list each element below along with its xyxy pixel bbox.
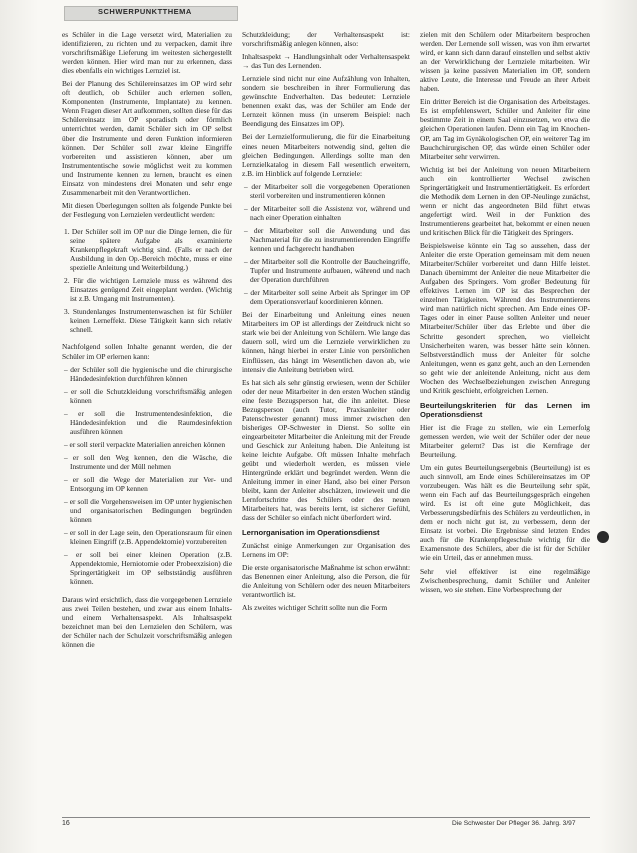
paragraph: Lernziele sind nicht nur eine Aufzählung von Inhalten, sondern sie beschreiben in ihrer Formulierung das gewünschte Endverhalten. Das bedeutet: Lernziele benennen exakt das, was der Schüler am Ende der Lernzeit können muss (in unserem Beispiel: nach Beendigung des Einsatzes im OP). [242, 74, 410, 129]
paragraph: Zunächst einige Anmerkungen zur Organisation des Lernens im OP: [242, 540, 410, 559]
section-header-label: SCHWERPUNKTTHEMA [98, 7, 192, 16]
bullet-item: – er soll die Vorgehensweisen im OP unter hygienischen und organisatorischen Bedingungen begründen können [64, 497, 232, 525]
bullet-item: – er soll in der Lage sein, den Operationsraum für einen kleinen Eingriff (z.B. Appendektomie) vorzubereiten [64, 528, 232, 547]
paragraph: Beispielsweise könnte ein Tag so aussehen, dass der Anleiter die erste Operation gemeinsam mit dem neuen Mitarbeiter/Schüler vorbereitet und dann Hilfe leistet. Danach übernimmt der Anleiter die neue Mitarbeiter die Aufgaben des Springers. Vom großer Bedeutung für effektives Lernen im OP ist das Besprechen der einzelnen Tätigkeiten. Während des Instrumentierens wird man natürlich nicht sprechen. Am Ende eines OP-Tages oder in einer Pause sollten Anleiter und neuer Mitarbeiter/Schüler über das Erlebte und über die Schritte gesondert sprechen, wo vielleicht Unsicherheiten waren, was besser hätte sein können. Selbstverständlich muss der Anleiter für solche Anleitungen, wenn es ganz geht, auch an den Lernenden so geht wie der anleitende Anleitung, nicht aus dem Wochen des Wechselbeziehungen zwischen Anregung und Kritik geschieht, erfolgreichen Lernen. [420, 241, 590, 395]
text-column-2 [242, 30, 410, 815]
paragraph: Als zweites wichtiger Schritt sollte nun die Form [242, 603, 388, 613]
paragraph: Bei der Einarbeitung und Anleitung eines neuen Mitarbeiters im OP ist allerdings der Zeitdruck nicht so stark wie bei der Anleitung von Schülern. Wie lange das dauern soll, wird um die Lernziele verwirklichen zu können, hängt hierbei in erster Linie von persönlichen Einflüssen, das hängt im Wesentlichen davon ab, wie intensiv die Anleitung betrieben wird. [242, 310, 410, 374]
bullet-item: – er soll den Weg kennen, den die Wäsche, die Instrumente und der Müll nehmen [64, 452, 232, 471]
text-column-1 [62, 30, 232, 815]
paragraph: Bei der Lernzielformulierung, die für die Einarbeitung eines neuen Mitarbeiters notwendig sind, gelten die gleichen Bedingungen. Allerdings sollte man den Lernzielkatalog in diesem Fall wesentlich erweitern, z.B. im Hinblick auf folgende Lernziele: [242, 132, 410, 178]
numbered-item: 1. Der Schüler soll im OP nur die Dinge lernen, die für seine spätere Aufgabe als examinierte Krankenpflegekraft wichtig sind. (Falls er nach der Ausbildung in den Op.-Bereich möchte, muss er eine spezielle Anleitung und Weiterbildung.) [64, 226, 232, 273]
footer-rule [62, 817, 590, 818]
bullet-item: – der Mitarbeiter soll die Kontrolle der Baucheingriffe, Tupfer und Instrumente aufbauen, während und nach der Operation durchführen [244, 257, 410, 285]
bullet-item: – er soll steril verpackte Materialien anreichen können [64, 439, 226, 449]
binding-hole-mark [597, 531, 609, 543]
paragraph: Wichtig ist bei der Anleitung von neuen Mitarbeitern auch ein kontrollierter Wechsel zwischen Springertätigkeit und Instrumentiertätigkeit. Es erfordert die Methodik dem Lernen in den OP-Neulinge zunächst, wenn er nicht das angeordneten Bild führt etwas angefertigt wird. Weil in der Funktion des Instrumentierens gearbeitet hat, bekommt er einen neuen und kritischen Blick für die Tätigkeit des Springers. [420, 164, 590, 237]
numbered-item: 2. Für die wichtigen Lernziele muss es während des Einsatzes genügend Zeit eingeplant werden. (Wichtig ist z.B. Umgang mit Instrumenten). [64, 276, 232, 304]
paragraph: Hier ist die Frage zu stellen, wie ein Lernerfolg gemessen werden, wie weit der Schüler oder der neue Mitarbeiter gelernt? Das ist die Kernfrage der Beurteilung. [420, 422, 590, 459]
section-heading: Lernorganisation im Operationsdienst [242, 528, 380, 538]
bullet-item: – er soll die Instrumentendesinfektion, die Händedesinfektion und die Raumdesinfektion ausführen können [64, 408, 232, 436]
numbered-item: 3. Stundenlanges Instrumentenwaschen ist für Schüler keinen Lerneffekt. Diese Tätigkeit kann sich relativ schnell. [64, 307, 232, 335]
paragraph: Daraus wird ersichtlich, dass die vorgegebenen Lernziele aus zwei Teilen bestehen, und zwar aus einem Inhalts- und einem Verhaltensaspekt. Als Inhaltsaspekt bezeichnet man bei den Lernzielen den Schülern, was der Schüler nach der Schulzeit vorschriftsmäßig anlegen können die [62, 594, 232, 649]
bullet-item: – der Mitarbeiter soll die vorgegebenen Operationen steril vorbereiten und instrumentieren können [244, 181, 410, 200]
paragraph: Es hat sich als sehr günstig erwiesen, wenn der Schüler oder der neue Mitarbeiter in den ersten Wochen ständig eine feste Bezugsperson hat, die ihn anleitet. Diese Bezugsperson (auch Tutor, Praxisanleiter oder Patenschwester genannt) muss immer zwischen den bisheriges OP-Schwester in Dienst. So sollte ein eingearbeiteter Mitarbeiter die Anleitung mit der Freude und Geschick zur Anleitung haben. Die Anleitung ist keine leichte Aufgabe. Oft müssen Inhalte mehrfach geübt und wiederholt werden, es müssen viele Hintergründe erklärt und begründet werden. Wenn die Anleitung immer in einer Hand, also bei einer Person bleibt, kann der Anleiter abschätzen, inwieweit und die Lernfortschritte des Schülers oder des neuen Mitarbeiters hat, was bereits lernt, ist sicherer Gefühl, dass der Schüler so einfach nicht überfordert wird. [242, 377, 410, 523]
bullet-item: – er soll die Wege der Materialien zur Ver- und Entsorgung im OP kennen [64, 475, 232, 494]
bullet-item: – der Schüler soll die hygienische und die chirurgische Händedesinfektion durchführen können [64, 364, 232, 383]
paragraph: Um ein gutes Beurteilungsergebnis (Beurteilung) ist es auch sinnvoll, am Ende eines Schülereinsatzes im OP vorzubeugen. Was hält es die Beurteilung sehr spät, wenn ein Fach auf das Beurteilungsgespräch eingehen wird. Es ist oft eine gute Möglichkeit, das Verbesserungsbedürfnis des Schülers zu verdeutlichen, in dem er noch nicht gut ist, zu verbessern, denn der Einsatz ist vorbei. Die Ergebnisse sind letzten Endes auch für die Krankenpflegeschule wichtig für die Examensnote des Schülers, aber die ist für der Schüler wie ein Urteil, das er annehmen muss. [420, 463, 590, 563]
paragraph: es Schüler in die Lage versetzt wird, Materialien zu identifizieren, zu richten und zu verpacken, damit ihre vorschriftsmäßige Lieferung im weitesten sichergestellt werden können. Hier wird man nur zu erkennen, dass dies ebenfalls ein wichtiges Lernziel ist. [62, 30, 232, 76]
bullet-item: – der Mitarbeiter soll die Anwendung und das Nachmaterial für die zu instrumentierenden Eingriffe kennen und fachgerecht handhaben [244, 225, 410, 253]
bullet-item: – er soll die Schutzkleidung vorschriftsmäßig anlegen können [64, 386, 232, 405]
bullet-item: – der Mitarbeiter soll die Assistenz vor, während und nach einer Operation einhalten [244, 203, 410, 222]
paragraph: Bei der Planung des Schülereinsatzes im OP wird sehr oft deutlich, ob Schüler auch erlernen sollen, Komponenten (Instrumente, Implantate) zu kennen. Wenn Fragen dieser Art aufkommen, sollten diese für das Schülereinsatz im OP sporadisch oder förmlich unterrichtet werden, damit Schüler sich im OP selbst über die Instrumente und deren Funktion informieren können. Der Schüler soll zwar kleine Eingriffe vorbereiten und assistieren können, aber um Instrumententische sowie möglichst weit zu kommen und Instrumente kennen zu lernen, braucht es einen Einsatz von mindestens drei Monaten und sehr enge Zusammenarbeit mit den Verantwortlichen. [62, 79, 232, 197]
text-column-3 [420, 30, 590, 815]
paragraph: Die erste organisatorische Maßnahme ist schon erwähnt: das Benennen einer Anleitung, also die Person, die für die Anleitung von Schülern oder des neuen Mitarbeiters verantwortlich ist. [242, 562, 410, 600]
paragraph: zielen mit den Schülern oder Mitarbeitern besprochen werden. Der Lernende soll wissen, was von ihm erwartet wird, er kann sich dann darauf einstellen und selbst aktiv an der Verwirklichung der Lernziele mitarbeiten. Wir wissen ja keine passiven Materialien im OP, sondern aktive Leute, die Interesse und Freude an ihrer Arbeit haben. [420, 30, 590, 94]
paragraph: Sehr viel effektiver ist eine regelmäßige Zwischenbesprechung, damit Schüler und Anleiter wissen, wo sie stehen. Eine Vorbesprechung der [420, 566, 590, 594]
paragraph: Mit diesen Überlegungen sollten als folgende Punkte bei der Festlegung von Lernzielen verdeutlicht werden: [62, 200, 232, 219]
page-number: 16 [62, 820, 70, 827]
journal-citation: Die Schwester Der Pfleger 36. Jahrg. 3/97 [452, 820, 576, 827]
bullet-item: – er soll bei einer kleinen Operation (z.B. Appendektomie, Herniotomie oder Probeexzision) die Springertätigkeit im OP selbstständig ausführen können. [64, 550, 232, 587]
paragraph: Ein dritter Bereich ist die Organisation des Arbeitstages. Es ist empfehlenswert, Schüler und Anleiter für eine bestimmte Zeit in einem Saal einzusetzen, wo etwa die gleichen Operationen laufen. Denn ein Tag im Knochen-OP, am Tag im Gynäkologischen OP, ein weiterer Tag im Bauchchirurgischen OP, das würde einen Schüler oder Mitarbeiter sehr verwirren. [420, 97, 590, 161]
bullet-item: – der Mitarbeiter soll seine Arbeit als Springer im OP dem Operationsverlauf koordinieren können. [244, 288, 410, 307]
paragraph: Nachfolgend sollen Inhalte genannt werden, die der Schüler im OP erlernen kann: [62, 342, 232, 361]
paragraph: Inhaltsaspekt → Handlungsinhalt oder Verhaltensaspekt → das Tun des Lernenden. [242, 52, 410, 71]
paragraph: Schutzkleidung; der Verhaltensaspekt ist: vorschriftsmäßig anlegen können, also: [242, 30, 410, 49]
section-heading: Beurteilungskriterien für das Lernen im Operationsdienst [420, 400, 590, 420]
